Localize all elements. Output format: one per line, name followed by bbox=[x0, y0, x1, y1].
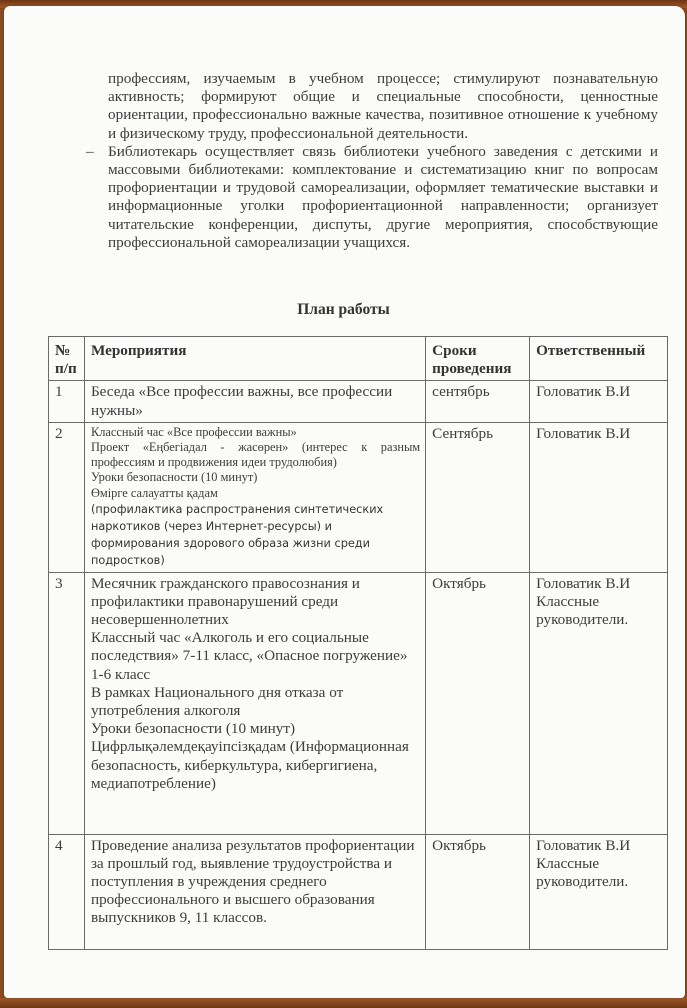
table-row bbox=[49, 834, 668, 949]
cell-date: Сентябрь bbox=[426, 422, 530, 572]
intro-bullet-librarian bbox=[83, 143, 658, 252]
table-row bbox=[49, 422, 668, 572]
plan-title: План работы bbox=[297, 301, 390, 318]
event-line: Классный час «Алкоголь и его социальные последствия» 7-11 класс, «Опасное погружение» 1-6 класс bbox=[90, 629, 408, 683]
responsible-line: Головатик В.И bbox=[536, 383, 631, 401]
header-responsible: Ответственный bbox=[530, 337, 668, 381]
event-line: Уроки безопасности (10 минут) bbox=[90, 720, 296, 738]
event-line: Проект «Еңбегіадал - жасөрен» (интерес к разным профессиям и продвижения идеи трудолюбия) bbox=[90, 440, 421, 470]
header-num: № п/п bbox=[49, 337, 85, 381]
responsible-line: Классные руководители. bbox=[536, 854, 629, 891]
intro-text bbox=[83, 70, 658, 252]
cell-date: сентябрь bbox=[426, 381, 530, 422]
wooden-surface-bottom bbox=[0, 998, 687, 1008]
cell-event bbox=[84, 422, 425, 572]
event-line: В рамках Национального дня отказа от употребления алкоголя bbox=[90, 683, 344, 720]
responsible-line: Головатик В.И bbox=[536, 424, 631, 442]
event-line: Проведение анализа результатов профориентации за прошлый год, выявление трудоустройства и поступления в учреждения среднего профессионального и высшего образования выпускников 9, 11 классов. bbox=[90, 836, 415, 927]
cell-event bbox=[84, 381, 425, 422]
cell-num: 3 bbox=[49, 572, 85, 834]
cell-responsible bbox=[530, 422, 668, 572]
event-line-note: (профилактика распространения синтетических наркотиков (через Интернет-ресурсы) и формирования здорового образа жизни среди подростков) bbox=[90, 502, 384, 568]
cell-num: 2 bbox=[49, 422, 85, 572]
cell-event bbox=[84, 572, 425, 834]
intro-paragraph-continuation: профессиям, изучаемым в учебном процессе; стимулируют познавательную активность; формируют общие и специальные способности, ценностные ориентации, профессионально важные качества, позитивное отношение к учебному и физическому труду, профессиональной деятельности. bbox=[108, 70, 658, 142]
event-line: Уроки безопасности (10 минут) bbox=[90, 470, 258, 485]
event-line: Өмірге салауатты қадам bbox=[90, 485, 218, 500]
bullet-text: Библиотекарь осуществляет связь библиотеки учебного заведения с детскими и массовыми библиотеками: комплектование и систематизацию книг по вопросам профориентации и трудовой самореализации, оформляет тематические выставки и информационные уголки профориентационной направленности; организует читательские конференции, диспуты, другие мероприятия, способствующие профессиональной самореализации учащихся. bbox=[108, 142, 658, 251]
event-line: Беседа «Все профессии важны, все профессии нужны» bbox=[90, 383, 393, 419]
header-event: Мероприятия bbox=[84, 337, 425, 381]
cell-date: Октябрь bbox=[426, 572, 530, 834]
bullet-dash: – bbox=[86, 142, 94, 160]
responsible-line: Головатик В.И bbox=[536, 836, 631, 854]
table-row bbox=[49, 381, 668, 422]
cell-responsible bbox=[530, 834, 668, 949]
event-line: Цифрлықәлемдеқауіпсізқадам (Информационная безопасность, киберкультура, кибергигиена, медиапотребление) bbox=[90, 738, 409, 792]
cell-responsible bbox=[530, 572, 668, 834]
cell-date: Октябрь bbox=[426, 834, 530, 949]
cell-num: 4 bbox=[49, 834, 85, 949]
responsible-line: Головатик В.И bbox=[536, 574, 631, 592]
work-plan-table bbox=[48, 336, 668, 950]
event-line: Классный час «Все профессии важны» bbox=[90, 424, 297, 439]
cell-event bbox=[84, 834, 425, 949]
cell-num: 1 bbox=[49, 381, 85, 422]
event-line: Месячник гражданского правосознания и профилактики правонарушений среди несовершеннолетних bbox=[90, 574, 360, 629]
cell-responsible bbox=[530, 381, 668, 422]
header-date: Сроки проведения bbox=[426, 337, 530, 381]
responsible-line: Классные руководители. bbox=[536, 592, 629, 629]
table-row bbox=[49, 572, 668, 834]
table-header-row bbox=[49, 337, 668, 381]
